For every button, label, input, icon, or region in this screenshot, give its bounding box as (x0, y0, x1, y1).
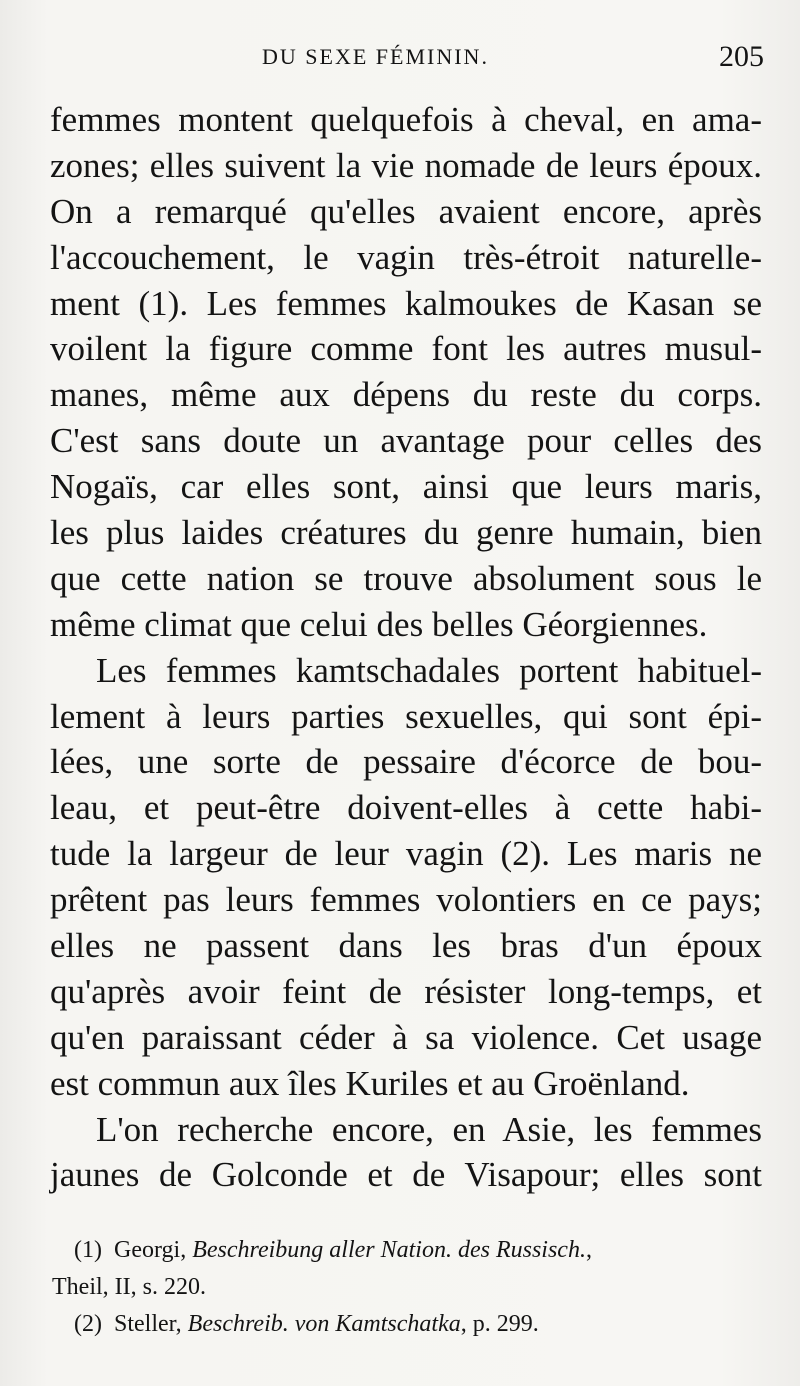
text-line: L'on recherche encore, en Asie, les femmes (96, 1109, 762, 1149)
footnote-marker: (1) (74, 1237, 102, 1263)
text-line: elles ne passent dans les bras d'un époux (50, 926, 762, 966)
footnote-1 (74, 1232, 764, 1269)
text-line: femmes montent quelquefois à cheval, en ama- (50, 100, 762, 139)
footnote-2 (74, 1306, 764, 1343)
text-line: manes, même aux dépens du reste du corps. (50, 375, 762, 415)
text-line: tude la largeur de leur vagin (2). Les maris ne (50, 834, 762, 874)
text-line: est commun aux îles Kuriles et au Groënland. (50, 1063, 690, 1103)
footnote-author: Georgi, (113, 1237, 187, 1263)
text-line: que cette nation se trouve absolument sous le (50, 558, 762, 598)
footnote-title: Beschreib. von Kamtschatka (187, 1311, 461, 1337)
text-line: l'accouchement, le vagin très-étroit naturelle- (50, 237, 762, 277)
text-line: les plus laides créatures du genre humain, bien (50, 513, 762, 553)
footnote-1-continuation: Theil, II, s. 220. (52, 1274, 206, 1300)
text-line: lement à leurs parties sexuelles, qui sont épi- (50, 696, 762, 736)
page-number: 205 (719, 40, 764, 73)
footnote-suffix: , p. 299. (460, 1311, 539, 1337)
text-line: qu'après avoir feint de résister long-temps, et (50, 971, 762, 1011)
text-line: jaunes de Golconde et de Visapour; elles sont (50, 1155, 762, 1195)
page-header (0, 40, 800, 84)
body-text (50, 97, 762, 1198)
footnote-title: Beschreibung aller Nation. des Russisch. (192, 1237, 586, 1263)
text-line: Les femmes kamtschadales portent habituel- (96, 650, 762, 690)
text-line: Nogaïs, car elles sont, ainsi que leurs maris, (50, 467, 762, 507)
footnote-suffix: , (585, 1237, 592, 1263)
text-line: On a remarqué qu'elles avaient encore, après (50, 191, 762, 231)
footnote-author: Steller, (113, 1311, 182, 1337)
text-line: C'est sans doute un avantage pour celles des (50, 421, 762, 461)
running-title: DU SEXE FÉMININ. (262, 44, 489, 69)
footnotes (52, 1232, 764, 1343)
footnote-marker: (2) (74, 1311, 102, 1337)
text-line: même climat que celui des belles Géorgiennes. (50, 604, 708, 644)
text-line: leau, et peut-être doivent-elles à cette habi- (50, 788, 762, 828)
text-line: voilent la figure comme font les autres musul- (50, 329, 762, 369)
text-line: prêtent pas leurs femmes volontiers en ce pays; (50, 880, 762, 920)
text-line: qu'en paraissant céder à sa violence. Cet usage (50, 1017, 762, 1057)
text-line: ment (1). Les femmes kalmoukes de Kasan se (50, 283, 762, 323)
text-line: zones; elles suivent la vie nomade de leurs époux. (50, 145, 762, 185)
text-line: lées, une sorte de pessaire d'écorce de bou- (50, 742, 762, 782)
